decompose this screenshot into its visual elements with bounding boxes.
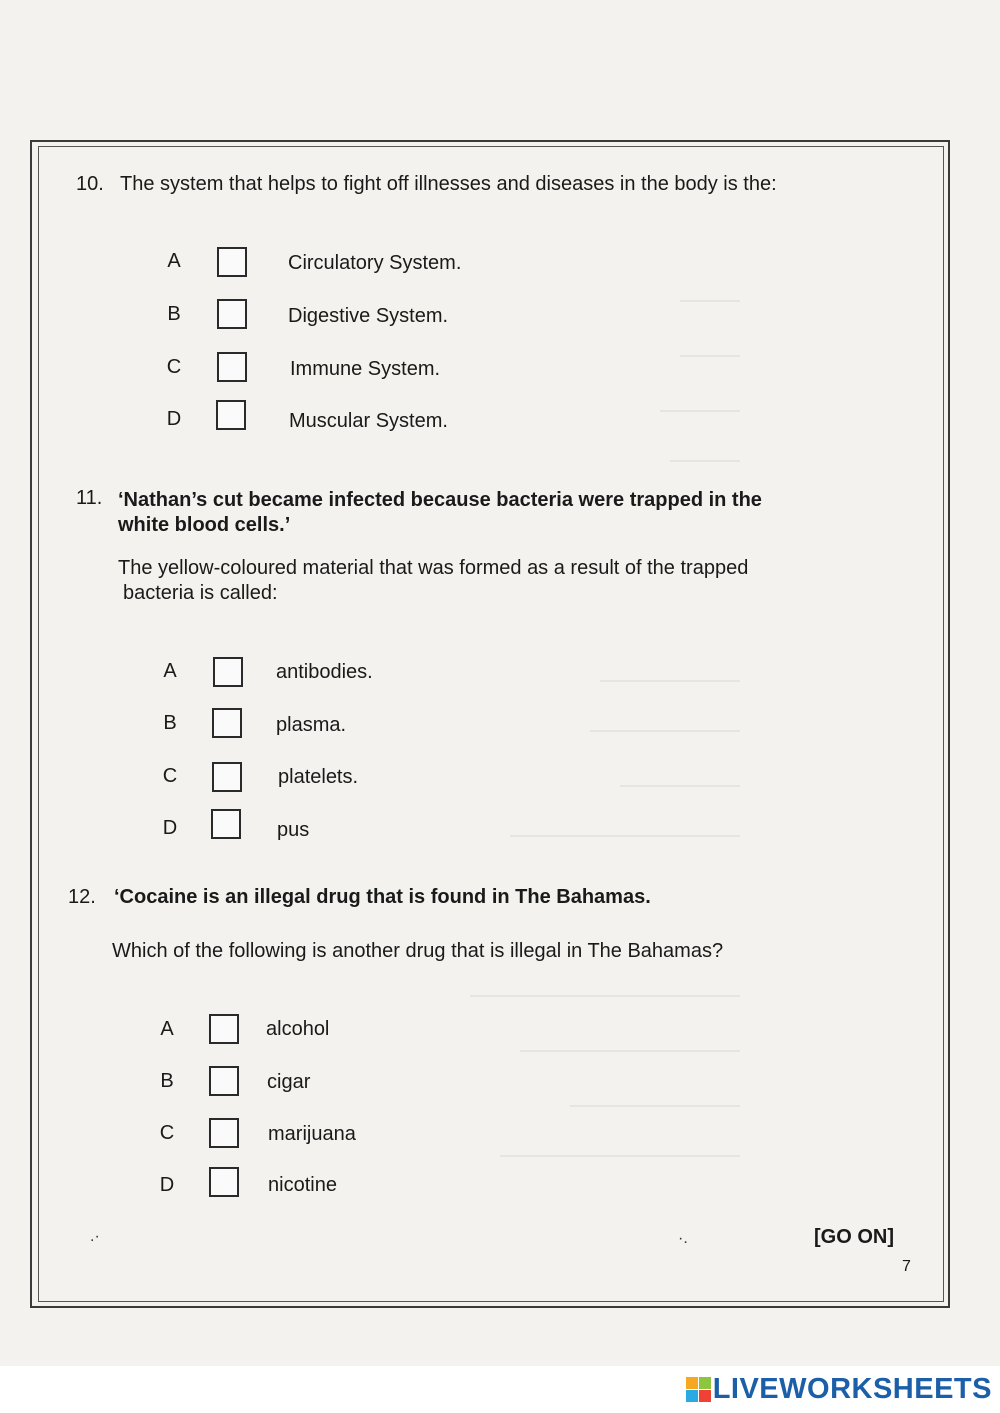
option-text: antibodies. xyxy=(276,661,373,683)
option-checkbox[interactable] xyxy=(209,1118,239,1148)
option-checkbox[interactable] xyxy=(213,657,243,687)
page-number: 7 xyxy=(902,1258,911,1275)
liveworksheets-brand: LIVEWORKSHEETS xyxy=(712,1373,992,1405)
option-checkbox[interactable] xyxy=(212,762,242,792)
option-text: Muscular System. xyxy=(289,410,448,432)
option-checkbox[interactable] xyxy=(209,1014,239,1044)
option-checkbox[interactable] xyxy=(209,1167,239,1197)
option-text: nicotine xyxy=(268,1174,337,1196)
liveworksheets-mark-icon xyxy=(686,1377,711,1402)
option-letter: B xyxy=(160,1070,174,1092)
option-checkbox[interactable] xyxy=(217,352,247,382)
option-checkbox[interactable] xyxy=(211,809,241,839)
stray-mark: .· xyxy=(90,1228,100,1245)
option-text: platelets. xyxy=(278,766,359,788)
option-letter: C xyxy=(166,356,182,378)
option-checkbox[interactable] xyxy=(217,247,247,277)
go-on-label: [GO ON] xyxy=(814,1226,894,1248)
question-quote-line: white blood cells.’ xyxy=(118,514,291,536)
option-letter: C xyxy=(159,1122,175,1144)
option-letter: A xyxy=(163,660,177,682)
option-checkbox[interactable] xyxy=(217,299,247,329)
question-text: bacteria is called: xyxy=(123,582,278,604)
question-text: Which of the following is another drug that is illegal in The Bahamas? xyxy=(112,940,724,962)
question-quote-line: ‘Nathan’s cut became infected because bacteria were trapped in the xyxy=(118,489,762,511)
question-number: 12. xyxy=(68,886,96,908)
option-text: marijuana xyxy=(268,1123,356,1145)
option-letter: A xyxy=(160,1018,174,1040)
option-text: alcohol xyxy=(266,1018,330,1040)
option-letter: B xyxy=(167,303,181,325)
option-text: plasma. xyxy=(276,714,347,736)
option-letter: D xyxy=(162,817,178,839)
option-text: Immune System. xyxy=(290,358,441,380)
option-letter: B xyxy=(163,712,177,734)
question-text: The system that helps to fight off illnesses and diseases in the body is the: xyxy=(120,173,777,195)
option-text: pus xyxy=(277,819,310,841)
option-text: Digestive System. xyxy=(288,305,449,327)
liveworksheets-logo[interactable] xyxy=(686,1373,992,1406)
option-letter: C xyxy=(162,765,178,787)
watermark-bar xyxy=(0,1366,1000,1413)
option-letter: D xyxy=(159,1174,175,1196)
option-checkbox[interactable] xyxy=(209,1066,239,1096)
option-text: cigar xyxy=(267,1071,311,1093)
option-checkbox[interactable] xyxy=(216,400,246,430)
option-text: Circulatory System. xyxy=(288,252,462,274)
stray-mark: ·. xyxy=(678,1230,688,1247)
question-text: The yellow-coloured material that was formed as a result of the trapped xyxy=(118,557,749,579)
question-quote: ‘Cocaine is an illegal drug that is found in The Bahamas. xyxy=(114,886,651,908)
option-letter: A xyxy=(167,250,181,272)
question-number: 11. xyxy=(76,487,103,509)
question-number: 10. xyxy=(76,173,104,195)
option-letter: D xyxy=(166,408,182,430)
option-checkbox[interactable] xyxy=(212,708,242,738)
